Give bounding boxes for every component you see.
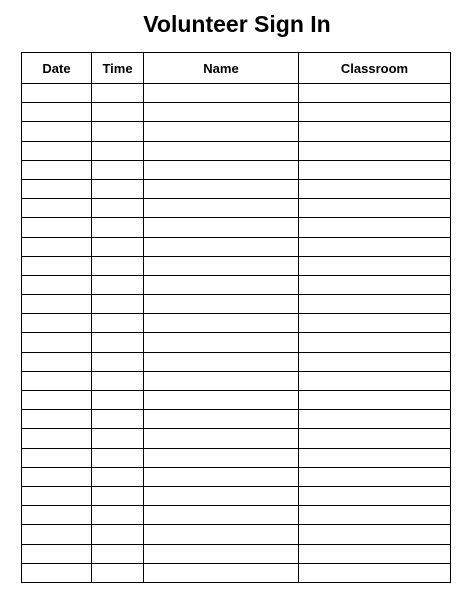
cell-date: [22, 237, 92, 256]
table-row: [22, 103, 451, 122]
table-row: [22, 275, 451, 294]
cell-time: [92, 486, 144, 505]
table-row: [22, 295, 451, 314]
cell-classroom: [299, 563, 451, 582]
cell-time: [92, 256, 144, 275]
cell-name: [144, 160, 299, 179]
cell-name: [144, 218, 299, 237]
cell-date: [22, 179, 92, 198]
cell-date: [22, 506, 92, 525]
cell-time: [92, 122, 144, 141]
cell-name: [144, 103, 299, 122]
cell-date: [22, 410, 92, 429]
cell-classroom: [299, 544, 451, 563]
cell-time: [92, 218, 144, 237]
cell-name: [144, 486, 299, 505]
cell-classroom: [299, 141, 451, 160]
cell-classroom: [299, 122, 451, 141]
cell-name: [144, 84, 299, 103]
cell-classroom: [299, 160, 451, 179]
cell-classroom: [299, 486, 451, 505]
cell-name: [144, 122, 299, 141]
cell-date: [22, 467, 92, 486]
cell-time: [92, 352, 144, 371]
cell-classroom: [299, 314, 451, 333]
table-row: [22, 391, 451, 410]
cell-name: [144, 295, 299, 314]
column-header-time: Time: [92, 53, 144, 84]
cell-date: [22, 84, 92, 103]
cell-time: [92, 391, 144, 410]
table-row: [22, 467, 451, 486]
cell-time: [92, 448, 144, 467]
table-row: [22, 525, 451, 544]
cell-name: [144, 429, 299, 448]
cell-classroom: [299, 371, 451, 390]
cell-classroom: [299, 218, 451, 237]
cell-date: [22, 103, 92, 122]
cell-name: [144, 237, 299, 256]
cell-date: [22, 218, 92, 237]
cell-name: [144, 352, 299, 371]
cell-date: [22, 275, 92, 294]
cell-time: [92, 141, 144, 160]
table-row: [22, 506, 451, 525]
cell-time: [92, 525, 144, 544]
cell-classroom: [299, 256, 451, 275]
cell-time: [92, 333, 144, 352]
cell-date: [22, 429, 92, 448]
cell-time: [92, 467, 144, 486]
cell-date: [22, 352, 92, 371]
table-row: [22, 333, 451, 352]
cell-time: [92, 506, 144, 525]
table-row: [22, 256, 451, 275]
table-row: [22, 122, 451, 141]
table-row: [22, 218, 451, 237]
cell-name: [144, 506, 299, 525]
table-row: [22, 352, 451, 371]
cell-name: [144, 391, 299, 410]
cell-date: [22, 256, 92, 275]
table-row: [22, 314, 451, 333]
table-row: [22, 199, 451, 218]
cell-name: [144, 179, 299, 198]
cell-date: [22, 141, 92, 160]
cell-date: [22, 563, 92, 582]
cell-classroom: [299, 429, 451, 448]
cell-classroom: [299, 525, 451, 544]
cell-time: [92, 410, 144, 429]
cell-classroom: [299, 448, 451, 467]
cell-time: [92, 179, 144, 198]
cell-time: [92, 103, 144, 122]
table-row: [22, 544, 451, 563]
cell-time: [92, 160, 144, 179]
cell-date: [22, 160, 92, 179]
column-header-date: Date: [22, 53, 92, 84]
cell-time: [92, 199, 144, 218]
cell-time: [92, 295, 144, 314]
table-row: [22, 563, 451, 582]
cell-date: [22, 295, 92, 314]
cell-classroom: [299, 391, 451, 410]
cell-name: [144, 371, 299, 390]
table-body: [22, 84, 451, 583]
sign-in-table: [21, 52, 451, 583]
cell-name: [144, 467, 299, 486]
column-header-name: Name: [144, 53, 299, 84]
cell-name: [144, 448, 299, 467]
table-row: [22, 371, 451, 390]
table-row: [22, 448, 451, 467]
cell-date: [22, 448, 92, 467]
cell-classroom: [299, 295, 451, 314]
cell-name: [144, 333, 299, 352]
cell-classroom: [299, 103, 451, 122]
cell-classroom: [299, 410, 451, 429]
cell-classroom: [299, 179, 451, 198]
cell-date: [22, 314, 92, 333]
table-row: [22, 410, 451, 429]
cell-date: [22, 544, 92, 563]
cell-classroom: [299, 467, 451, 486]
table-row: [22, 429, 451, 448]
cell-name: [144, 256, 299, 275]
cell-classroom: [299, 333, 451, 352]
cell-name: [144, 275, 299, 294]
table-row: [22, 179, 451, 198]
cell-time: [92, 563, 144, 582]
cell-name: [144, 525, 299, 544]
cell-classroom: [299, 237, 451, 256]
cell-classroom: [299, 84, 451, 103]
cell-name: [144, 141, 299, 160]
cell-time: [92, 84, 144, 103]
cell-date: [22, 199, 92, 218]
table-row: [22, 237, 451, 256]
cell-name: [144, 563, 299, 582]
cell-name: [144, 410, 299, 429]
table-row: [22, 160, 451, 179]
table-row: [22, 141, 451, 160]
table-row: [22, 486, 451, 505]
column-header-classroom: Classroom: [299, 53, 451, 84]
cell-classroom: [299, 199, 451, 218]
cell-date: [22, 486, 92, 505]
cell-date: [22, 371, 92, 390]
cell-name: [144, 314, 299, 333]
cell-time: [92, 314, 144, 333]
cell-time: [92, 544, 144, 563]
cell-classroom: [299, 506, 451, 525]
cell-date: [22, 122, 92, 141]
cell-time: [92, 371, 144, 390]
cell-time: [92, 237, 144, 256]
table-row: [22, 84, 451, 103]
cell-classroom: [299, 275, 451, 294]
cell-classroom: [299, 352, 451, 371]
cell-date: [22, 391, 92, 410]
cell-time: [92, 429, 144, 448]
cell-time: [92, 275, 144, 294]
table-header-row: [22, 53, 451, 84]
cell-name: [144, 199, 299, 218]
cell-date: [22, 525, 92, 544]
cell-name: [144, 544, 299, 563]
page-title: Volunteer Sign In: [143, 11, 331, 37]
cell-date: [22, 333, 92, 352]
